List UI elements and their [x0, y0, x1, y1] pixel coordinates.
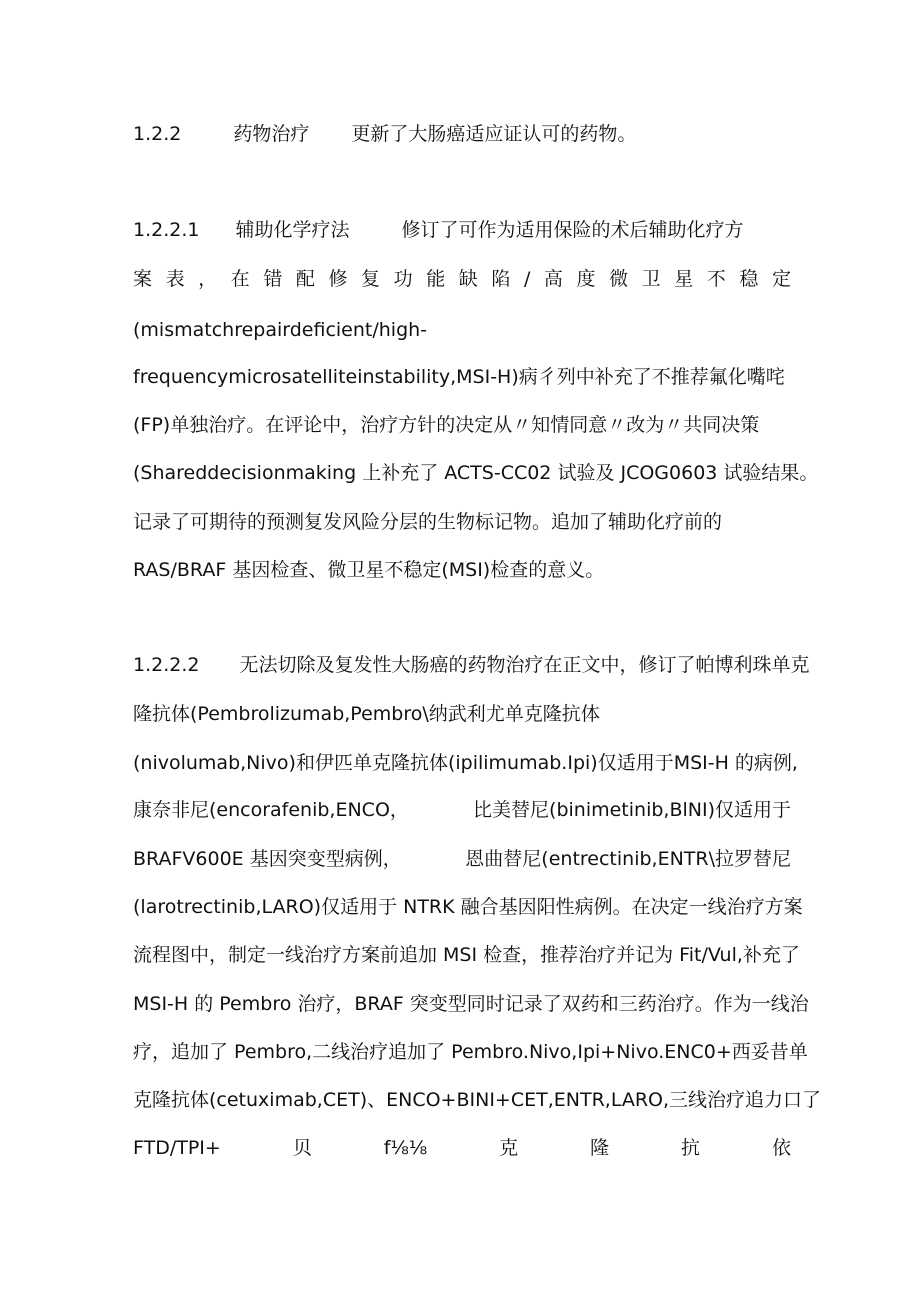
- line-part: 比美替尼(binimetinib,BlNI)仅适用于: [473, 799, 791, 821]
- paragraph-line: 无法切除及复发性大肠癌的药物治疗在正文中，修订了帕博利珠单克: [239, 654, 810, 676]
- justified-char: /: [523, 268, 531, 290]
- section-1-2-2-line: [133, 122, 636, 146]
- section-1-2-2-2-line6: (larotrectinib,LARO)仅适用于 NTRK 融合基因阳性病例。在决定一线治疗方案: [133, 896, 803, 918]
- justified-char: 错: [263, 268, 283, 290]
- section-1-2-2-1-line3: (mismatchrepairdeficient/high-: [133, 319, 428, 341]
- section-1-2-2-2-line7: 流程图中，制定一线治疗方案前追加 MSI 检查，推荐治疗并记为 Fit/Vul,补充了: [133, 944, 800, 966]
- section-1-2-2-2-line11: [133, 1136, 791, 1160]
- justified-char: 配: [295, 268, 315, 290]
- section-1-2-2-1-line4: frequencymicrosatelliteinstability,MSI-H)病彳列中补充了不推荐氟化嘴咤: [133, 366, 785, 388]
- section-1-2-2-2-line8: MSI-H 的 Pembro 治疗，BRAF 突变型同时记录了双药和三药治疗。作为一线治: [133, 993, 809, 1015]
- justified-char: 度: [576, 268, 596, 290]
- section-1-2-2-2-line4: [133, 798, 791, 822]
- section-number: 1.2.2.1: [133, 219, 200, 241]
- paragraph-line: 修订了可作为适用保险的术后辅助化疗方: [401, 219, 744, 241]
- justified-char: 微: [609, 268, 629, 290]
- justified-char: 依: [771, 1137, 791, 1159]
- section-1-2-2-2-line10: 克隆抗体(cetuximab,CET)、ENCO+BINI+CET,ENTR,LARO,三线治疗追力口了: [133, 1089, 822, 1111]
- section-1-2-2-1-line7: 记录了可期待的预测复发风险分层的生物标记物。追加了辅助化疗前的: [133, 511, 723, 533]
- justified-char: 不: [706, 268, 726, 290]
- section-1-2-2-2-line2: 隆抗体(Pembrolizumab,Pembro\纳武利尤单克隆抗体: [133, 703, 600, 725]
- section-heading: 药物治疗: [233, 123, 310, 145]
- justified-char: FTD/TPI+: [133, 1137, 221, 1159]
- justified-char: 复: [361, 268, 381, 290]
- section-1-2-2-2-line1: [133, 653, 810, 677]
- justified-char: ，: [198, 268, 218, 290]
- line-part: 康奈非尼(encorafenib,ENCO，: [133, 799, 409, 821]
- section-number: 1.2.2.2: [133, 654, 200, 676]
- justified-char: 陷: [491, 268, 511, 290]
- section-1-2-2-2-line5: [133, 847, 791, 871]
- justified-char: 案: [133, 268, 153, 290]
- section-heading: 辅助化学疗法: [235, 219, 350, 241]
- section-1-2-2-1-line5: (FP)单独治疗。在评论中，治疗方针的决定从〃知情同意〃改为〃共同决策: [133, 414, 760, 436]
- section-1-2-2-2-line9: 疗，追加了 Pembro,二线治疗追加了 Pembro.Nivo,Ipi+Nivo.ENC0+西妥昔单: [133, 1041, 808, 1063]
- justified-char: 定: [771, 268, 791, 290]
- justified-char: 能: [426, 268, 446, 290]
- justified-char: 隆: [590, 1137, 610, 1159]
- justified-char: 表: [165, 268, 185, 290]
- justified-char: 星: [674, 268, 694, 290]
- line-part: BRAFV600E 基因突变型病例，: [133, 848, 402, 870]
- justified-char: 贝: [292, 1137, 312, 1159]
- justified-char: 功: [393, 268, 413, 290]
- section-number: 1.2.2: [133, 123, 182, 145]
- justified-char: 缺: [458, 268, 478, 290]
- justified-char: 修: [328, 268, 348, 290]
- justified-char: 卫: [641, 268, 661, 290]
- section-1-2-2-1-line1: [133, 218, 744, 242]
- section-text: 更新了大肠癌适应证认可的药物。: [351, 123, 637, 145]
- section-1-2-2-2-line3: (nivolumab,Nivo)和伊匹单克隆抗体(ipilimumab.Ipi)仅适用于MSI-H 的病例,: [133, 752, 798, 774]
- justified-char: 稳: [739, 268, 759, 290]
- section-1-2-2-1-line8: RAS/BRAF 基因检查、微卫星不稳定(MSI)检查的意义。: [133, 559, 605, 581]
- line-part: 恩曲替尼(entrectinib,ENTR\拉罗替尼: [465, 848, 791, 870]
- justified-char: f⅛⅛: [383, 1137, 428, 1159]
- justified-char: 在: [230, 268, 250, 290]
- justified-char: 高: [543, 268, 563, 290]
- justified-char: 克: [499, 1137, 519, 1159]
- section-1-2-2-1-line6: (Shareddecisionmaking 上补充了 ACTS-CC02 试验及 JCOG0603 试验结果。: [133, 462, 819, 484]
- section-1-2-2-1-line2: [133, 267, 791, 291]
- justified-char: 抗: [681, 1137, 701, 1159]
